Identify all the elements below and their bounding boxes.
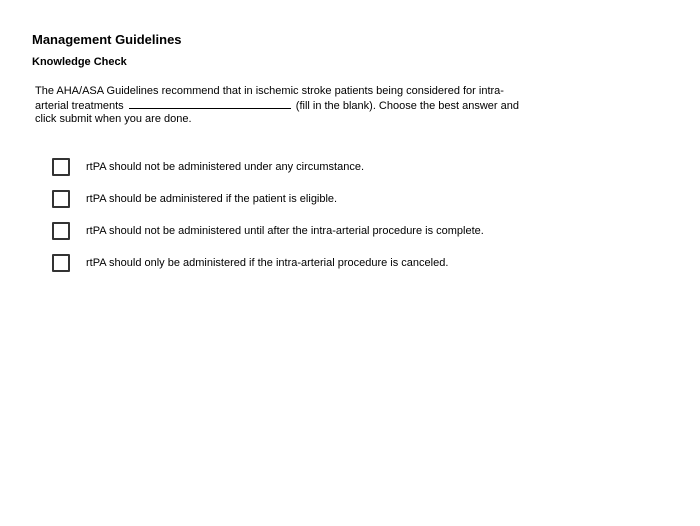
fill-in-blank-line <box>129 98 291 109</box>
section-subtitle: Knowledge Check <box>32 56 127 68</box>
answer-label-2[interactable]: rtPA should be administered if the patient is eligible. <box>86 193 338 205</box>
answer-label-1[interactable]: rtPA should not be administered under any circumstance. <box>86 161 365 173</box>
answer-label-4[interactable]: rtPA should only be administered if the intra-arterial procedure is canceled. <box>86 257 449 269</box>
page-title: Management Guidelines <box>32 32 182 47</box>
answer-checkbox-3[interactable] <box>52 222 70 240</box>
answer-option-3[interactable] <box>52 220 484 242</box>
answer-option-1[interactable] <box>52 156 484 178</box>
answer-checkbox-4[interactable] <box>52 254 70 272</box>
answer-option-4[interactable] <box>52 252 484 274</box>
question-text-after-blank: (fill in the blank). Choose the best answer and click submit when you are done. <box>35 100 519 125</box>
answer-checkbox-1[interactable] <box>52 158 70 176</box>
question-text <box>35 85 535 126</box>
answer-label-3[interactable]: rtPA should not be administered until after the intra-arterial procedure is complete. <box>86 225 484 237</box>
question-text-before-blank: The AHA/ASA Guidelines recommend that in ischemic stroke patients being considered for intra-arterial treatments <box>35 85 504 112</box>
answer-checkbox-2[interactable] <box>52 190 70 208</box>
answer-options-list <box>52 156 484 284</box>
answer-option-2[interactable] <box>52 188 484 210</box>
